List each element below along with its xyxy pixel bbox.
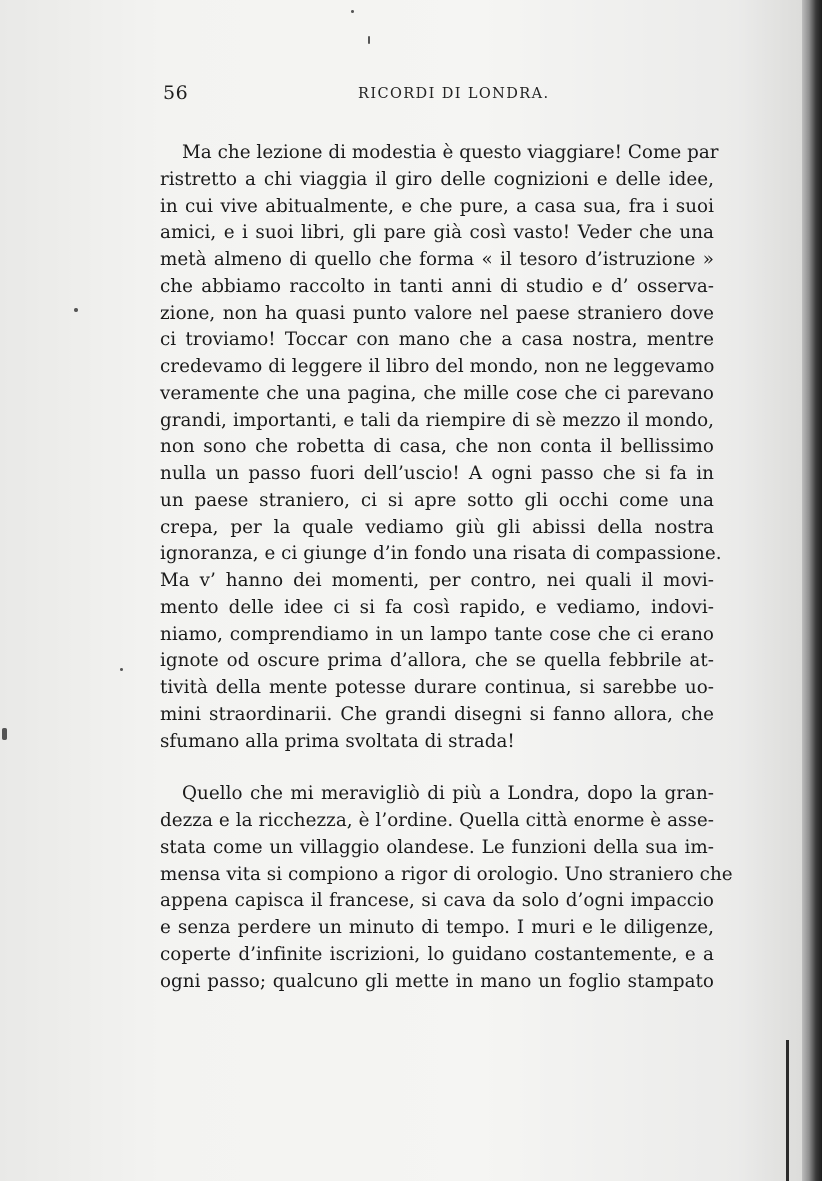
text-line: ci troviamo! Toccar con mano che a casa nostra, mentre [160,329,714,351]
text-line: che abbiamo raccolto in tanti anni di studio e d’ osserva- [160,275,714,297]
text-line: dezza e la ricchezza, è l’ordine. Quella città enorme è asse- [160,810,714,831]
print-speck [2,728,7,740]
running-title: RICORDI DI LONDRA. [358,86,550,102]
text-line: non sono che robetta di casa, che non conta il bellissimo [160,436,714,458]
text-line: metà almeno di quello che forma « il tesoro d’istruzione » [160,249,714,270]
text-line: crepa, per la quale vediamo giù gli abissi della nostra [160,516,714,538]
text-line: credevamo di leggere il libro del mondo, non ne leggevamo [160,356,715,377]
paragraph-2 [160,781,733,995]
text-line: amici, e i suoi libri, gli pare già così vasto! Veder che una [160,222,714,244]
running-header [0,82,802,112]
text-line: grandi, importanti, e tali da riempire di sè mezzo il mondo, [160,409,714,431]
print-speck [351,10,354,13]
text-line: coperte d’infinite iscrizioni, lo guidano costantemente, e a [160,943,714,965]
text-line: zione, non ha quasi punto valore nel paese straniero dove [160,302,714,324]
text-line: mento delle idee ci si fa così rapido, e vediamo, indovi- [160,596,714,618]
text-line: Ma v’ hanno dei momenti, per contro, nei quali il movi- [160,570,714,591]
text-line: un paese straniero, ci si apre sotto gli occhi come una [160,489,714,511]
paragraph-1 [160,140,722,755]
text-line: ignoranza, e ci giunge d’in fondo una risata di compassione. [160,543,722,565]
text-line: veramente che una pagina, che mille cose che ci parevano [160,382,714,404]
text-line: ristretto a chi viaggia il giro delle cognizioni e delle idee, [160,168,714,190]
text-line: in cui vive abitualmente, e che pure, a casa sua, fra i suoi [160,195,714,217]
text-line: appena capisca il francese, si cava da solo d’ogni impaccio [160,890,714,912]
text-line: mensa vita si compiono a rigor di orologio. Uno straniero che [160,863,733,885]
text-line: niamo, comprendiamo in un lampo tante cose che ci erano [160,623,714,645]
text-line: ignote od oscure prima d’allora, che se quella febbrile at- [160,650,714,672]
page-edge-shadow [786,1040,789,1181]
print-speck [120,668,123,671]
book-spine-shadow [802,0,822,1181]
text-line: stata come un villaggio olandese. Le funzioni della sua im- [160,836,714,858]
text-line: nulla un passo fuori dell’uscio! A ogni passo che si fa in [160,463,714,484]
text-line: Ma che lezione di modestia è questo viaggiare! Come par [182,142,719,163]
text-line: Quello che mi meravigliò di più a Londra, dopo la gran- [182,783,714,805]
text-line: tività della mente potesse durare continua, si sarebbe uo- [160,677,714,698]
text-line: e senza perdere un minuto di tempo. I muri e le diligenze, [160,917,714,938]
print-speck [74,308,78,312]
text-line: mini straordinarii. Che grandi disegni si fanno allora, che [160,703,714,725]
print-speck [368,36,370,44]
page-number: 56 [163,82,189,104]
text-line: sfumano alla prima svoltata di strada! [160,730,515,752]
body-text [160,140,733,995]
paragraph-gap [160,755,714,781]
text-line: ogni passo; qualcuno gli mette in mano un foglio stampato [160,970,714,992]
